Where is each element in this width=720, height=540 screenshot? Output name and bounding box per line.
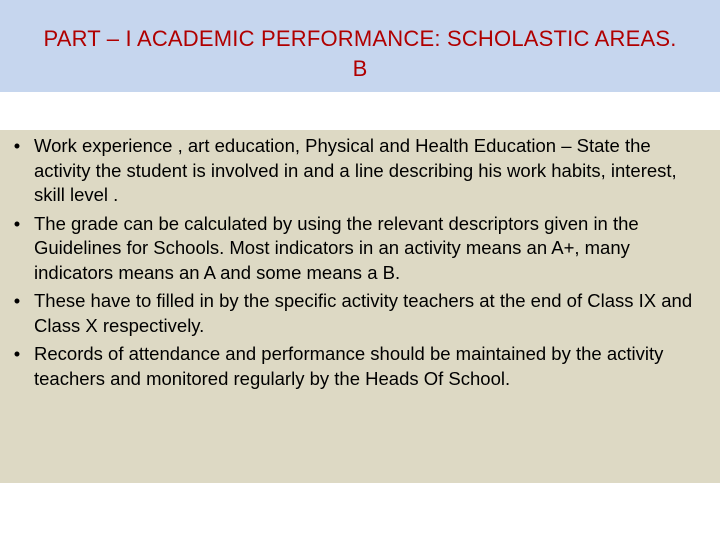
slide-title-line-2: B bbox=[352, 56, 368, 81]
slide-title bbox=[8, 24, 712, 84]
bullet-marker: • bbox=[13, 212, 21, 234]
slide-title-line-1: PART – I ACADEMIC PERFORMANCE: SCHOLASTIC AREAS. bbox=[43, 26, 677, 51]
bullet-marker: • bbox=[13, 343, 21, 364]
list-item bbox=[6, 134, 702, 208]
bullet-list bbox=[6, 134, 702, 391]
list-item bbox=[6, 289, 702, 338]
bullet-marker: • bbox=[13, 135, 21, 156]
title-bar bbox=[0, 0, 720, 92]
list-item bbox=[6, 342, 702, 391]
list-item-text: Work experience , art education, Physical and Health Education – State the activity the student is involved in and a line describing his work habits, interest, skill level . bbox=[34, 135, 677, 205]
bullet-marker: • bbox=[13, 290, 21, 311]
content-panel bbox=[0, 130, 720, 483]
list-item-text: Records of attendance and performance should be maintained by the activity teachers and monitored regularly by the Heads Of School. bbox=[34, 343, 664, 389]
list-item-text: These have to filled in by the specific activity teachers at the end of Class IX and Class X respectively. bbox=[34, 290, 693, 336]
list-item bbox=[6, 212, 702, 286]
list-item-text: The grade can be calculated by using the relevant descriptors given in the Guidelines for Schools. Most indicators in an activity means an A+, many indicators means an A and some means a B. bbox=[34, 212, 639, 283]
